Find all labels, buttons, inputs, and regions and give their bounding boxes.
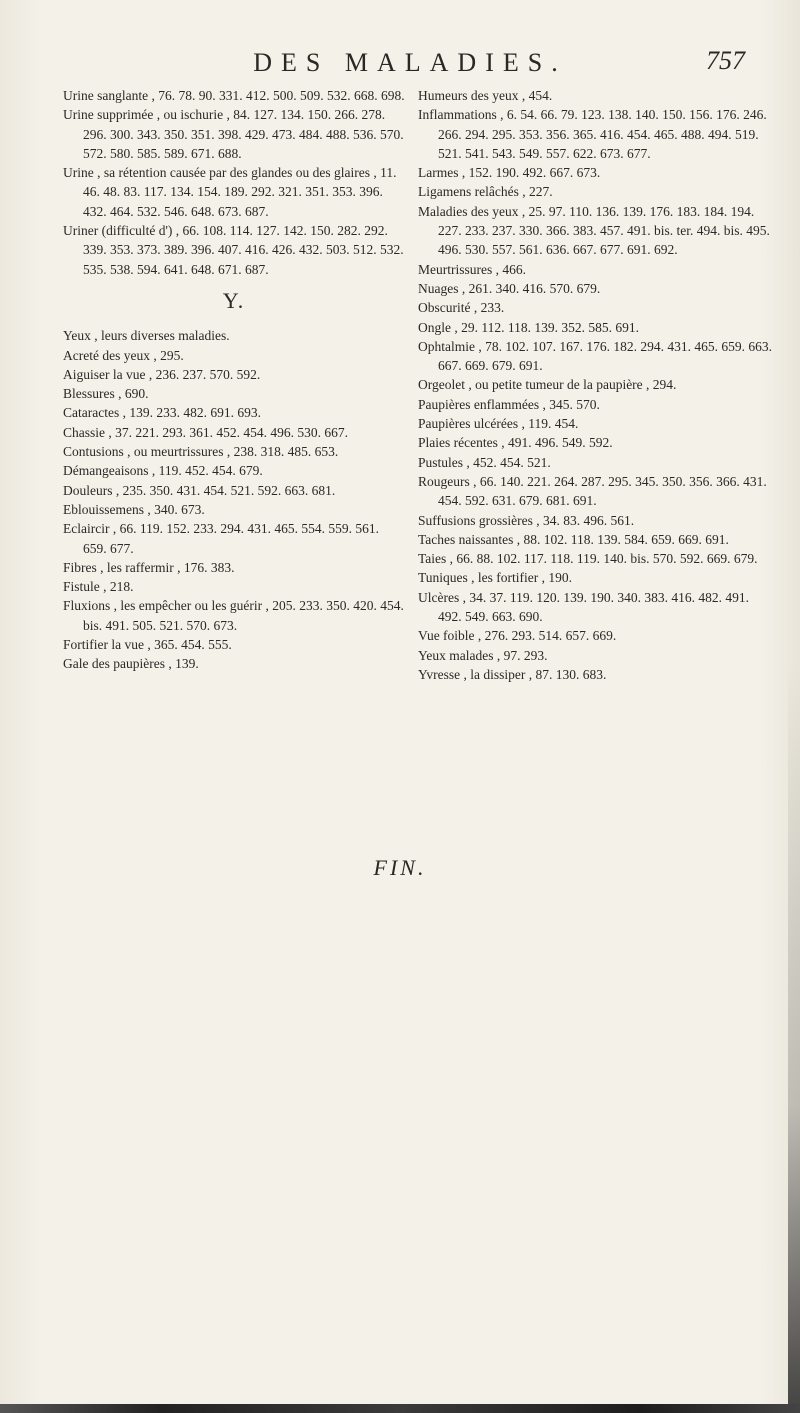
index-entry: Nuages , 261. 340. 416. 570. 679. [418, 280, 601, 296]
index-entry: Yeux malades , 97. 293. [418, 647, 548, 663]
index-entry: Tuniques , les fortifier , 190. [418, 570, 572, 586]
index-entry: Inflammations , 6. 54. 66. 79. 123. 138. 140. 150. 156. 176. 246. 266. 294. 295. 353. 356. 365. 416. 454. 465. 488. 494. 519. 521. 541. 543. 549. 557. 622. 673. 677. [418, 107, 767, 161]
index-entry: Démangeaisons , 119. 452. 454. 679. [63, 463, 263, 479]
page-number: 757 [706, 46, 745, 75]
page-bottom-edge [0, 1404, 800, 1413]
index-entry: Eclaircir , 66. 119. 152. 233. 294. 431. 465. 554. 559. 561. 659. 677. [63, 521, 379, 556]
index-entry: Urine sanglante , 76. 78. 90. 331. 412. 500. 509. 532. 668. 698. [63, 88, 405, 103]
index-entry: Fortifier la vue , 365. 454. 555. [63, 637, 232, 653]
index-entry: Urine , sa rétention causée par des glandes ou des glaires , 11. 46. 48. 83. 117. 134. 154. 189. 292. 321. 351. 353. 396. 432. 464. 532. 546. 648. 673. 687. [63, 165, 397, 219]
index-entry: Paupières enflammées , 345. 570. [418, 396, 600, 412]
index-entry: Taches naissantes , 88. 102. 118. 139. 584. 659. 669. 691. [418, 531, 729, 547]
index-entry: Ligamens relâchés , 227. [418, 184, 553, 200]
index-entry: Acreté des yeux , 295. [63, 347, 184, 363]
index-entry: Obscurité , 233. [418, 300, 505, 316]
index-entry: Cataractes , 139. 233. 482. 691. 693. [63, 405, 261, 421]
page-edge-shadow [788, 660, 800, 1404]
index-entry: Uriner (difficulté d') , 66. 108. 114. 127. 142. 150. 282. 292. 339. 353. 373. 389. 396. 407. 416. 426. 432. 503. 512. 532. 535. 538. 594. 641. 648. 671. 687. [63, 223, 404, 277]
index-entry: Urine supprimée , ou ischurie , 84. 127. 134. 150. 266. 278. 296. 300. 343. 350. 351. 398. 429. 473. 484. 488. 536. 570. 572. 580. 585. 589. 671. 688. [63, 107, 404, 161]
index-entry: Paupières ulcérées , 119. 454. [418, 416, 579, 432]
index-entry: Gale des paupières , 139. [63, 656, 199, 672]
index-entry: Larmes , 152. 190. 492. 667. 673. [418, 165, 601, 181]
index-entry: Chassie , 37. 221. 293. 361. 452. 454. 496. 530. 667. [63, 424, 348, 440]
index-entry: Orgeolet , ou petite tumeur de la paupière , 294. [418, 377, 677, 393]
index-entry: Plaies récentes , 491. 496. 549. 592. [418, 435, 613, 451]
end-mark: FIN. [373, 855, 427, 880]
index-entry: Maladies des yeux , 25. 97. 110. 136. 139. 176. 183. 184. 194. 227. 233. 237. 330. 366. 383. 457. 491. bis. ter. 494. bis. 495. 496. 530. 557. 561. 636. 667. 677. 691. 692. [418, 203, 770, 258]
index-entry: Fibres , les raffermir , 176. 383. [63, 559, 235, 575]
index-entry: Eblouissemens , 340. 673. [63, 501, 205, 517]
index-entry: Pustules , 452. 454. 521. [418, 454, 551, 470]
index-entry: Ophtalmie , 78. 102. 107. 167. 176. 182. 294. 431. 465. 659. 663. 667. 669. 679. 691. [418, 338, 772, 374]
index-column-right [418, 86, 773, 684]
running-head-title: DES MALADIES. [253, 48, 567, 77]
index-entry: Meurtrissures , 466. [418, 261, 526, 277]
index-entry: Ulcères , 34. 37. 119. 120. 139. 190. 340. 383. 416. 482. 491. 492. 549. 663. 690. [418, 589, 749, 625]
section-letter-heading: Y. [222, 287, 246, 313]
index-entry: Blessures , 690. [63, 386, 149, 402]
index-column-left [63, 86, 405, 674]
index-entry: Yeux , leurs diverses maladies. [63, 328, 230, 344]
index-entry: Humeurs des yeux , 454. [418, 88, 553, 103]
index-entry: Douleurs , 235. 350. 431. 454. 521. 592. 663. 681. [63, 482, 336, 498]
index-entry: Contusions , ou meurtrissures , 238. 318. 485. 653. [63, 444, 339, 460]
index-entry: Yvresse , la dissiper , 87. 130. 683. [418, 666, 607, 682]
index-entry: Taies , 66. 88. 102. 117. 118. 119. 140. bis. 570. 592. 669. 679. [418, 551, 758, 567]
index-entry: Fluxions , les empêcher ou les guérir , 205. 233. 350. 420. 454. bis. 491. 505. 521. 570. 673. [63, 598, 404, 633]
index-entry: Fistule , 218. [63, 579, 134, 595]
index-entry: Suffusions grossières , 34. 83. 496. 561. [418, 512, 635, 528]
index-entry: Aiguiser la vue , 236. 237. 570. 592. [63, 366, 261, 382]
index-entry: Vue foible , 276. 293. 514. 657. 669. [418, 628, 617, 644]
index-entry: Ongle , 29. 112. 118. 139. 352. 585. 691. [418, 319, 639, 335]
index-entry: Rougeurs , 66. 140. 221. 264. 287. 295. 345. 350. 356. 366. 431. 454. 592. 631. 679. 681. 691. [418, 473, 767, 509]
